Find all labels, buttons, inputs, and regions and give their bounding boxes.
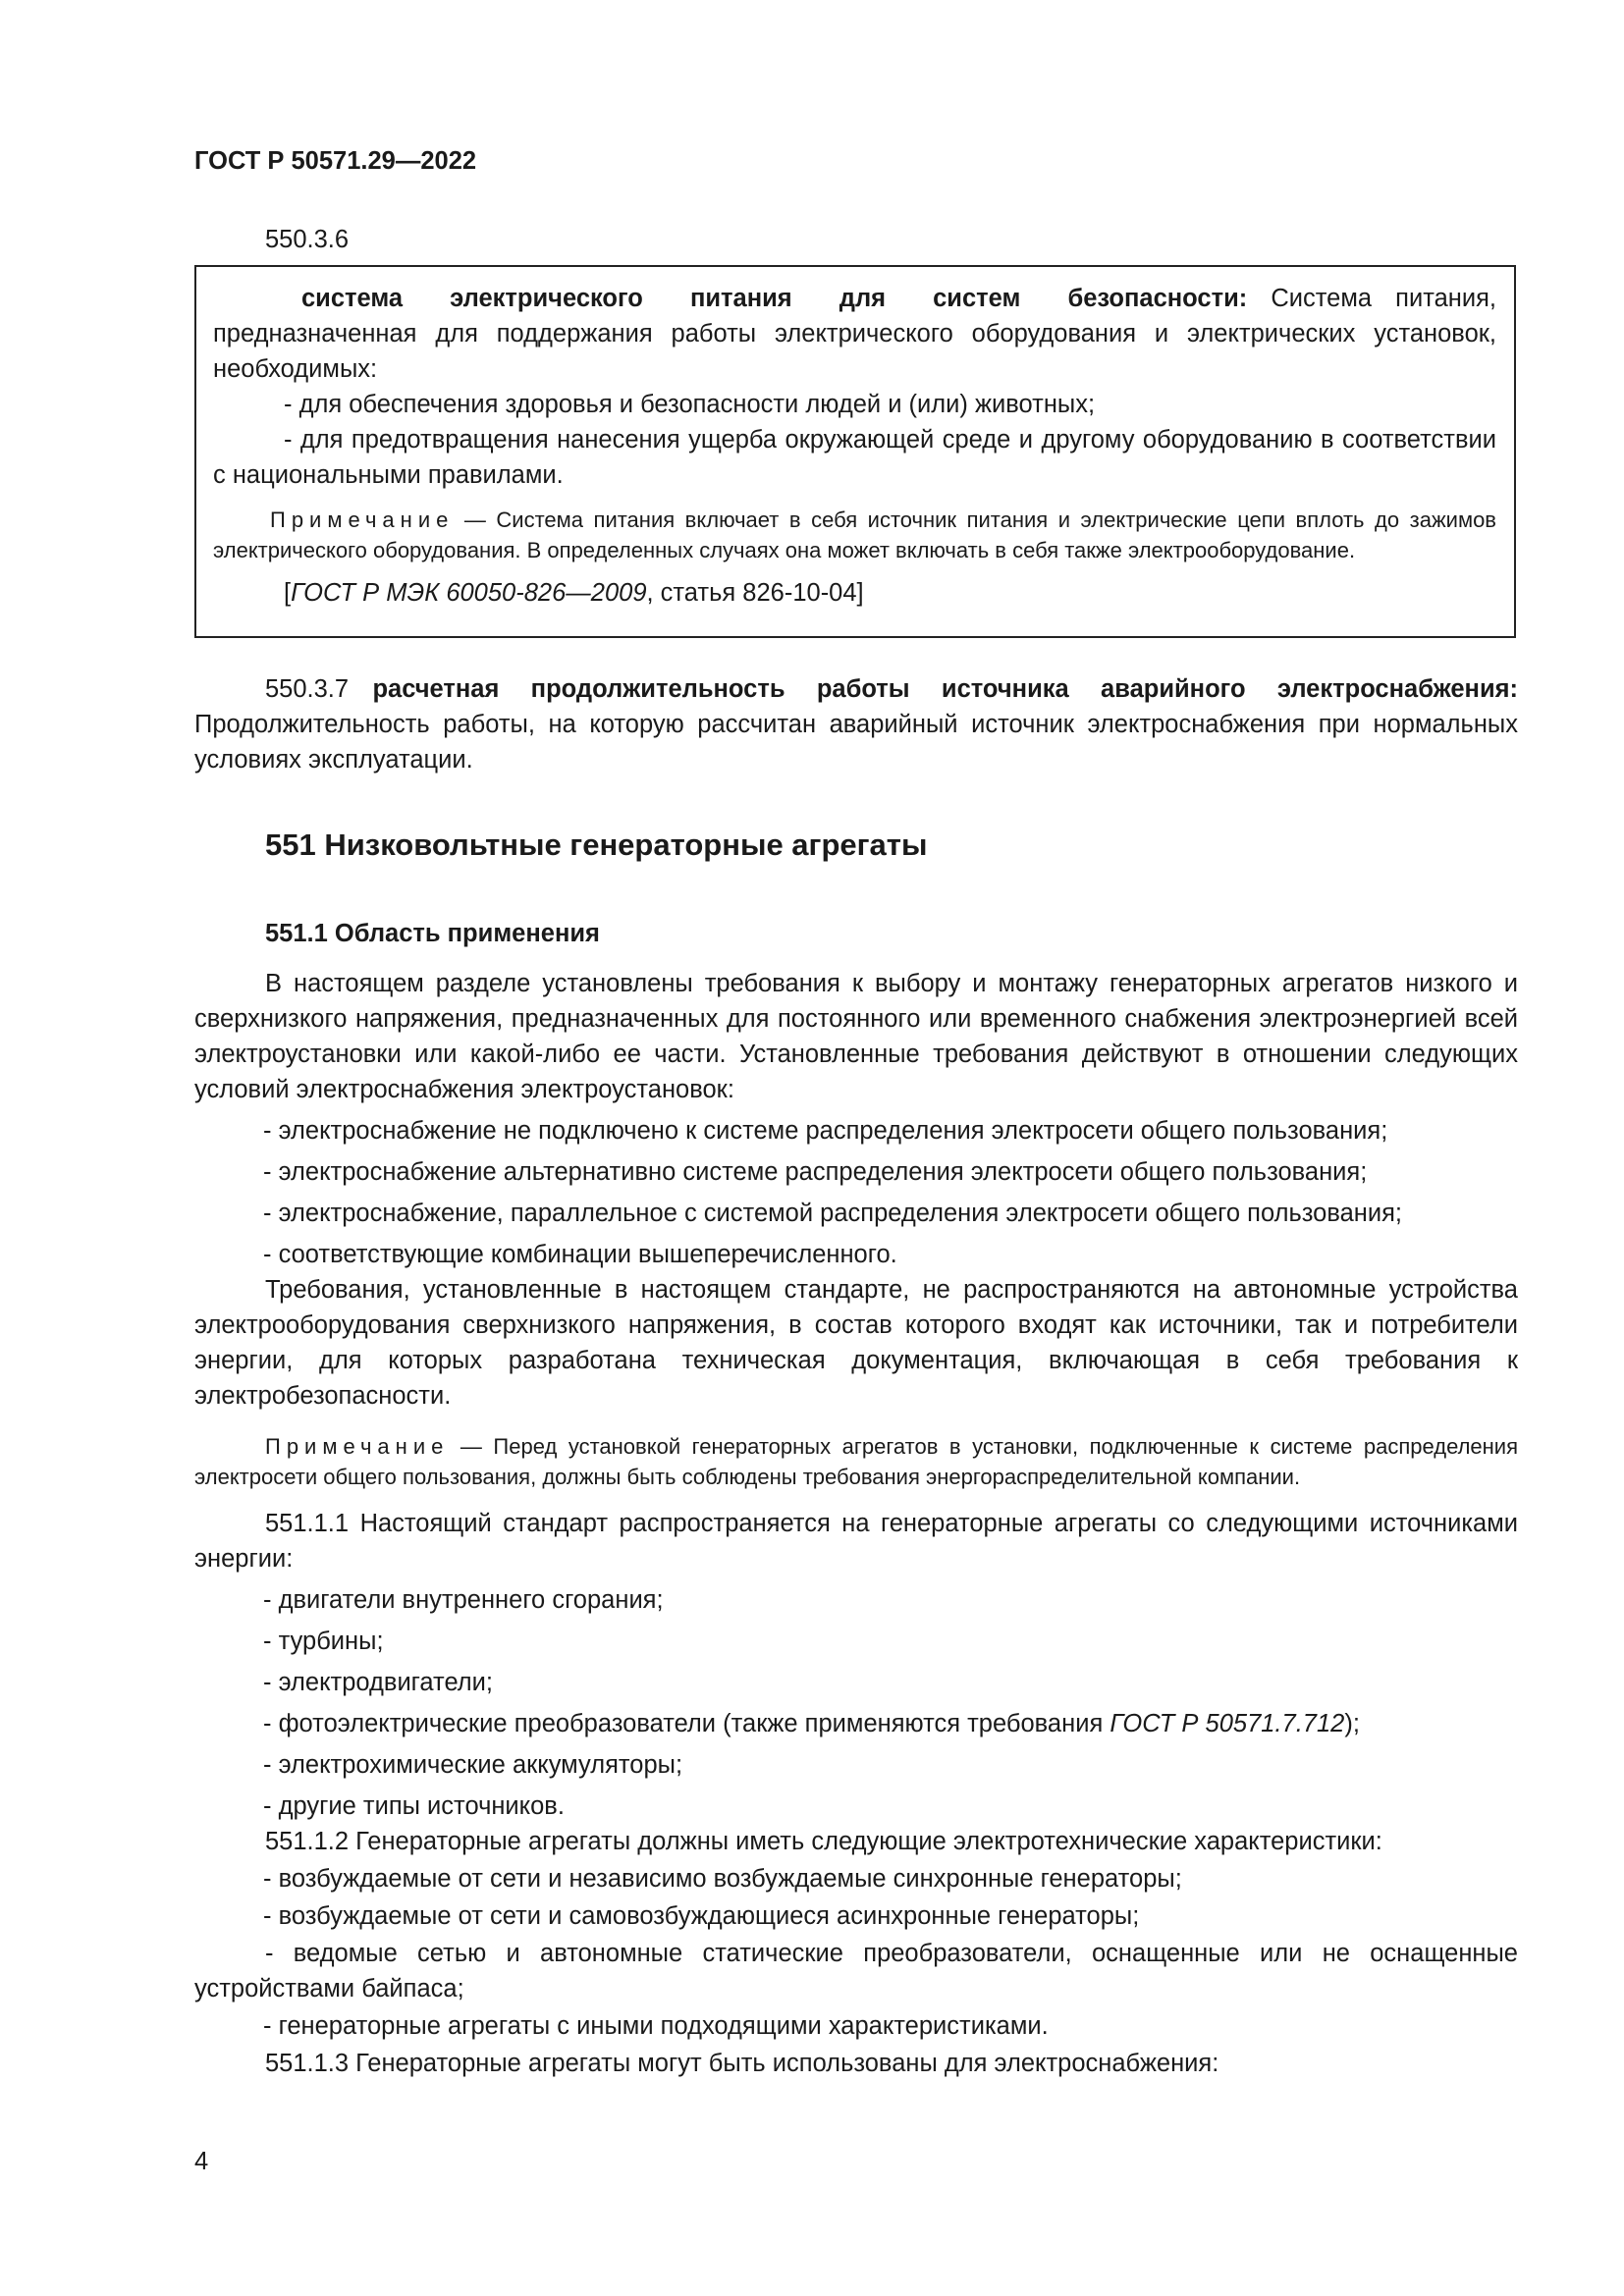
clause-definition: Продолжительность работы, на которую рассчитан аварийный источник электроснабжения при нормальных условиях эксплуатации. <box>194 711 1518 774</box>
generator-item-4: - генераторные агрегаты с иными подходящими характеристиками. <box>263 2012 1049 2040</box>
note-label: Примечание <box>265 1434 450 1459</box>
reference-bracket: [ <box>284 579 292 607</box>
subsection-551-1-heading <box>265 920 1589 948</box>
source-item-4-reference: ГОСТ Р 50571.7.712 <box>1110 1710 1345 1737</box>
source-item-4-end: ); <box>1344 1710 1360 1737</box>
definition-item-2: - для предотвращения нанесения ущерба окружающей среде и другому оборудованию в соответствии с национальными правилами. <box>213 426 1496 489</box>
source-item-6: - другие типы источников. <box>263 1792 565 1820</box>
generator-item-3: - ведомые сетью и автономные статические преобразователи, оснащенные или не оснащенные устройствами байпаса; <box>194 1940 1518 2002</box>
section-551-1-body <box>194 966 1518 2081</box>
definition-reference <box>213 575 1496 611</box>
scope-item-3: - электроснабжение, параллельное с системой распределения электросети общего пользования; <box>263 1200 1402 1227</box>
page-number: 4 <box>194 2148 209 2175</box>
definition-item-1: - для обеспечения здоровья и безопасности людей и (или) животных; <box>284 391 1096 418</box>
reference-article: , статья 826-10-04] <box>646 579 864 607</box>
clause-551-1-3: 551.1.3 Генераторные агрегаты могут быть использованы для электроснабжения: <box>265 2050 1219 2077</box>
subsection-title: 551.1 Область применения <box>265 920 600 947</box>
scope-intro: В настоящем разделе установлены требования к выбору и монтажу генераторных агрегатов низкого и сверхнизкого напряжения, предназначенных для постоянного или временного снабжения электроэнергией всей электроустановки или какой-либо ее части. Установленные требования действуют в отношении следующих условий электроснабжения электроустановок: <box>194 970 1518 1103</box>
clause-number-550-3-6: 550.3.6 <box>265 226 350 253</box>
section-title: 551 Низковольтные генераторные агрегаты <box>265 828 928 862</box>
scope-exclusion: Требования, установленные в настоящем стандарте, не распространяются на автономные устройства электрооборудования сверхнизкого напряжения, в состав которого входят как источники, так и потребители энергии, для которых разработана техническая документация, включающая в себя требования к электробезопасности. <box>194 1276 1518 1410</box>
definition-term: система электрического питания для систем безопасности: <box>301 285 1248 312</box>
source-item-5: - электрохимические аккумуляторы; <box>263 1751 683 1779</box>
definition-paragraph <box>213 281 1496 387</box>
clause-number: 550.3.7 <box>265 675 373 703</box>
generator-item-1: - возбуждаемые от сети и независимо возбуждаемые синхронные генераторы; <box>263 1865 1182 1893</box>
definition-text: Система питания, предназначенная для поддержания работы электрического оборудования и электрических установок, необходимых: <box>213 285 1497 383</box>
note-text: — Перед установкой генераторных агрегатов в установки, подключенные к системе распределения электросети общего пользования, должны быть соблюдены требования энергораспределительной компании. <box>194 1434 1518 1489</box>
document-header: ГОСТ Р 50571.29—2022 <box>194 147 477 175</box>
note-label: Примечание <box>270 507 455 532</box>
definition-note <box>213 505 1496 565</box>
note-text: — Система питания включает в себя источник питания и электрические цепи вплоть до зажимов электрического оборудования. В определенных случаях она может включать в себя также электрооборудование. <box>213 507 1496 562</box>
source-item-4-text: - фотоэлектрические преобразователи (также применяются требования <box>263 1710 1110 1737</box>
scope-item-1: - электроснабжение не подключено к системе распределения электросети общего пользования; <box>263 1117 1388 1145</box>
source-item-4 <box>194 1706 1518 1741</box>
source-item-2: - турбины; <box>263 1628 384 1655</box>
generator-item-2: - возбуждаемые от сети и самовозбуждающиеся асинхронные генераторы; <box>263 1902 1140 1930</box>
definition-box-550-3-6 <box>194 265 1516 638</box>
clause-550-3-7-text <box>194 671 1518 777</box>
source-item-1: - двигатели внутреннего сгорания; <box>263 1586 664 1614</box>
scope-item-4: - соответствующие комбинации вышеперечисленного. <box>263 1241 897 1268</box>
clause-550-3-7 <box>194 671 1518 777</box>
clause-term: расчетная продолжительность работы источника аварийного электроснабжения: <box>372 675 1518 703</box>
clause-551-1-2: 551.1.2 Генераторные агрегаты должны иметь следующие электротехнические характеристики: <box>265 1828 1382 1855</box>
scope-item-2: - электроснабжение альтернативно системе распределения электросети общего пользования; <box>263 1158 1368 1186</box>
clause-551-1-1: 551.1.1 Настоящий стандарт распространяется на генераторные агрегаты со следующими источниками энергии: <box>194 1510 1518 1573</box>
source-item-3: - электродвигатели; <box>263 1669 493 1696</box>
section-551-heading <box>265 828 1589 863</box>
reference-document: ГОСТ Р МЭК 60050-826—2009 <box>291 579 647 607</box>
scope-note <box>194 1431 1518 1492</box>
